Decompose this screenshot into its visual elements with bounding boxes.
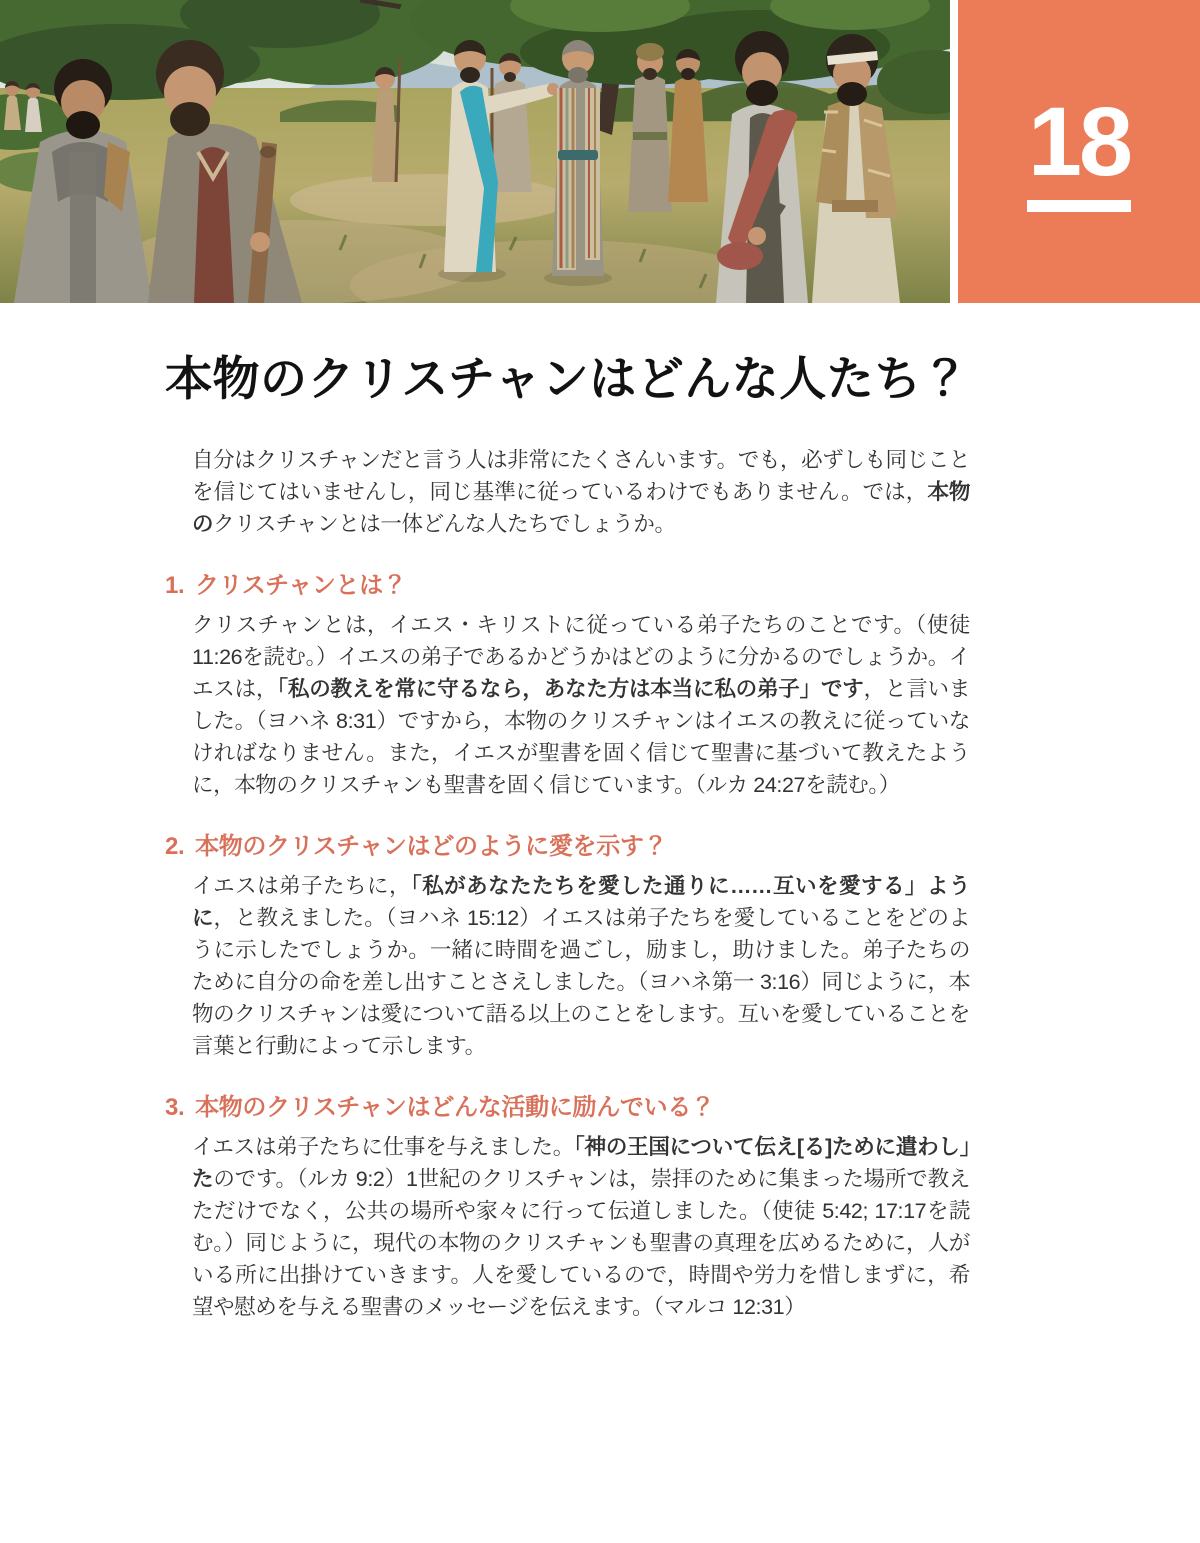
lesson-number-badge — [958, 0, 1200, 303]
section-3 — [165, 1093, 970, 1323]
section-1-heading — [165, 571, 970, 601]
lesson-number-underline — [1027, 200, 1131, 212]
section-2-number: 2. — [165, 833, 185, 861]
section-3-paragraph: イエスは弟子たちに仕事を与えました。「神の王国について伝え[る]ために遣わし」たのです。（ルカ 9:2）1世紀のクリスチャンは，崇拝のために集まった場所で教えただけでなく，公共の場所や家々に行って伝道しました。（使徒 5:42; 17:17を読む。）同じように，現代の本物のクリスチャンも聖書の真理を広めるために，人がいる所に出掛けていきます。人を愛しているので，時間や労力を惜しまずに，希望や慰めを与える聖書のメッセージを伝えます。（マルコ 12:31） — [192, 1135, 970, 1320]
section-2-heading-text: 本物のクリスチャンはどのように愛を示す？ — [195, 833, 668, 861]
section-3-number: 3. — [165, 1094, 185, 1122]
header — [0, 0, 1200, 303]
section-1-heading-text: クリスチャンとは？ — [195, 572, 407, 600]
section-2-heading — [165, 832, 970, 862]
section-2 — [165, 832, 970, 1062]
lesson-number: 18 — [1028, 87, 1130, 197]
section-1-number: 1. — [165, 572, 185, 600]
section-1 — [165, 571, 970, 801]
section-3-heading-text: 本物のクリスチャンはどんな活動に励んでいる？ — [195, 1094, 715, 1122]
section-1-paragraph: クリスチャンとは，イエス・キリストに従っている弟子たちのことです。（使徒 11:26を読む。）イエスの弟子であるかどうかはどのように分かるのでしょうか。イエスは，「私の教えを常に守るなら，あなた方は本当に私の弟子」です，と言いました。（ヨハネ 8:31）ですから，本物のクリスチャンはイエスの教えに従っていなければなりません。また，イエスが聖書を固く信じて聖書に基づいて教えたように，本物のクリスチャンも聖書を固く信じています。（ルカ 24:27を読む。） — [192, 613, 970, 798]
section-3-heading — [165, 1093, 970, 1123]
header-photo — [0, 0, 950, 303]
header-photo-illustration — [0, 0, 950, 303]
section-2-paragraph: イエスは弟子たちに，「私があなたたちを愛した通りに……互いを愛する」ように，と教えました。（ヨハネ 15:12）イエスは弟子たちを愛していることをどのように示したでしょうか。一緒に時間を過ごし，励まし，助けました。弟子たちのために自分の命を差し出すことさえしました。（ヨハネ第一 3:16）同じように，本物のクリスチャンは愛について語る以上のことをします。互いを愛していることを言葉と行動によって示します。 — [192, 874, 970, 1059]
lesson-content — [165, 352, 970, 1323]
intro-paragraph: 自分はクリスチャンだと言う人は非常にたくさんいます。でも，必ずしも同じことを信じてはいませんし，同じ基準に従っているわけでもありません。では，本物のクリスチャンとは一体どんな人たちでしょうか。 — [192, 448, 971, 537]
page-title: 本物のクリスチャンはどんな人たち？ — [165, 352, 970, 405]
